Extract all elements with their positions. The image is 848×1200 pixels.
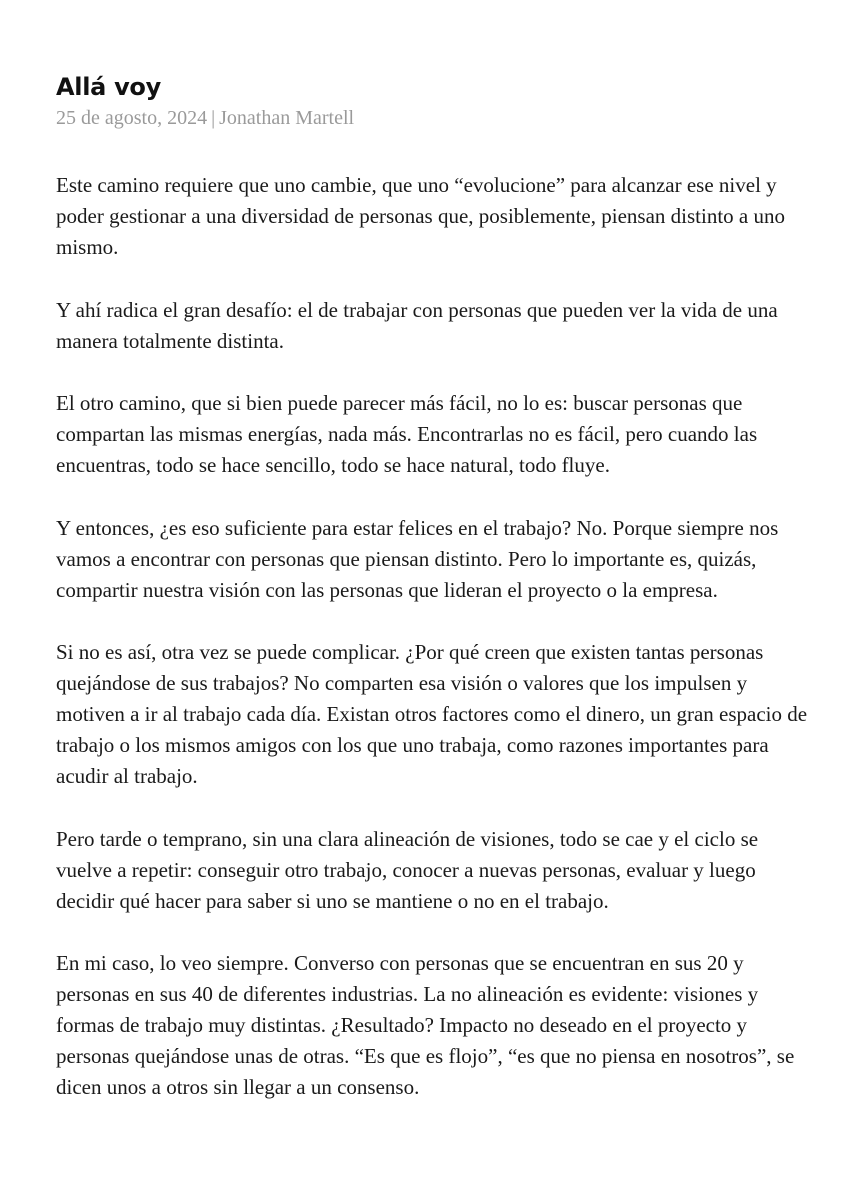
article-body: [56, 170, 816, 1103]
article-author: Jonathan Martell: [219, 107, 355, 129]
paragraph: En mi caso, lo veo siempre. Converso con personas que se encuentran en sus 20 y personas en sus 40 de diferentes industrias. La no alineación es evidente: visiones y formas de trabajo muy distintas. ¿Resultado? Impacto no deseado en el proyecto y personas quejándose unas de otras. “Es que es flojo”, “es que no piensa en nosotros”, se dicen unos a otros sin llegar a un consenso.: [56, 951, 795, 1099]
article-title: Allá voy: [56, 73, 161, 101]
article: [56, 70, 816, 1135]
article-date: 25 de agosto, 2024: [56, 107, 208, 129]
paragraph: Este camino requiere que uno cambie, que uno “evolucione” para alcanzar ese nivel y poder gestionar a una diversidad de personas que, posiblemente, piensan distinto a uno mismo.: [56, 173, 785, 259]
paragraph: Pero tarde o temprano, sin una clara alineación de visiones, todo se cae y el ciclo se vuelve a repetir: conseguir otro trabajo, conocer a nuevas personas, evaluar y luego decidir qué hacer para saber si uno se mantiene o no en el trabajo.: [56, 826, 759, 913]
paragraph: Y entonces, ¿es eso suficiente para estar felices en el trabajo? No. Porque siempre nos vamos a encontrar con personas que piensan distinto. Pero lo importante es, quizás, compartir nuestra visión con las personas que lideran el proyecto o la empresa.: [56, 515, 779, 602]
paragraph: El otro camino, que si bien puede parecer más fácil, no lo es: buscar personas que compartan las mismas energías, nada más. Encontrarlas no es fácil, pero cuando las encuentras, todo se hace sencillo, todo se hace natural, todo fluye.: [56, 391, 758, 477]
paragraph: Y ahí radica el gran desafío: el de trabajar con personas que pueden ver la vida de una manera totalmente distinta.: [56, 297, 778, 353]
article-meta: [56, 104, 816, 132]
meta-separator: |: [211, 107, 216, 129]
paragraph: Si no es así, otra vez se puede complicar. ¿Por qué creen que existen tantas personas quejándose de sus trabajos? No comparten esa visión o valores que los impulsen y motiven a ir al trabajo cada día. Existan otros factores como el dinero, un gran espacio de trabajo o los mismos amigos con los que uno trabaja, como razones importantes para acudir al trabajo.: [56, 640, 808, 788]
